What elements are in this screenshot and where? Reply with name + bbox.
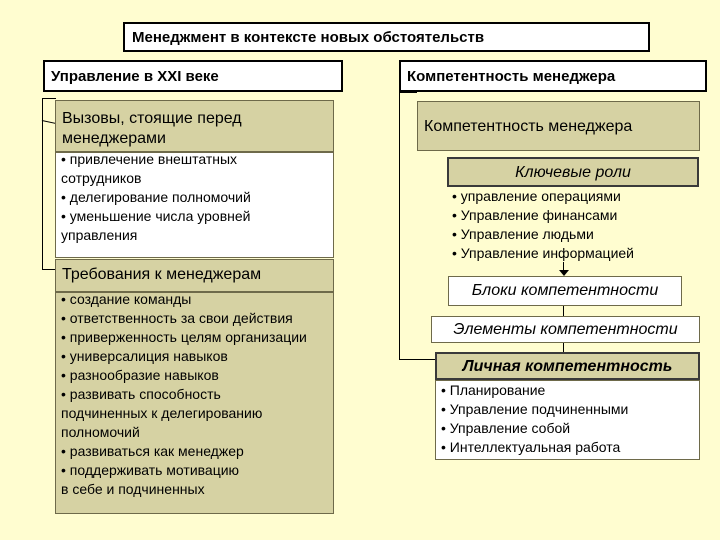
list-item: • Управление подчиненными [441, 401, 629, 417]
challenges-list-box [55, 152, 334, 258]
list-item: управления [61, 227, 138, 243]
list-item: сотрудников [61, 170, 142, 186]
elements-box [431, 316, 700, 343]
personal-list [441, 381, 628, 457]
key-roles-list-box [447, 187, 699, 263]
page-title-box [123, 22, 650, 52]
personal-list-box [435, 380, 700, 460]
list-item: • поддерживать мотивацию [61, 462, 240, 478]
list-item: • Интеллектуальная работа [441, 439, 621, 455]
list-item: • уменьшение числа уровней [61, 208, 251, 224]
list-item: • разнообразие навыков [61, 367, 219, 383]
list-item: полномочий [61, 424, 140, 440]
list-item: • Управление собой [441, 420, 571, 436]
right-header: Компетентность менеджера [407, 68, 616, 85]
requirements-list-box [55, 292, 334, 514]
connector-blocks-elements [563, 306, 564, 316]
requirements-list [61, 290, 307, 499]
personal-title: Личная компетентность [462, 358, 673, 375]
list-item: в себе и подчиненных [61, 481, 205, 497]
list-item: • универсалиция навыков [61, 348, 228, 364]
competence-subheader: Компетентность менеджера [424, 118, 633, 135]
list-item: • управление операциями [452, 188, 621, 204]
list-item: • привлечение внештатных [61, 151, 238, 167]
list-item: • создание команды [61, 291, 192, 307]
elements-label: Элементы компетентности [453, 321, 678, 338]
challenges-title: Вызовы, стоящие перед менеджерами [62, 110, 242, 147]
connector-right-top [399, 92, 417, 93]
left-header-box [43, 60, 343, 92]
challenges-list [61, 150, 251, 245]
list-item: • развиваться как менеджер [61, 443, 244, 459]
connector-left-bottom [42, 269, 56, 270]
blocks-label: Блоки компетентности [471, 282, 659, 299]
requirements-title-box [55, 259, 334, 292]
list-item: • делегирование полномочий [61, 189, 251, 205]
list-item: • развивать способность [61, 386, 221, 402]
requirements-title: Требования к менеджерам [62, 266, 262, 283]
connector-left-vertical [42, 98, 43, 270]
list-item: • ответственность за свои действия [61, 310, 293, 326]
list-item: • Управление людьми [452, 226, 594, 242]
page-title: Менеджмент в контексте новых обстоятельств [132, 29, 485, 46]
right-header-box [399, 60, 707, 92]
list-item: • Управление информацией [452, 245, 635, 261]
list-item: подчиненных к делегированию [61, 405, 263, 421]
connector-right-vertical [399, 92, 400, 360]
list-item: • Планирование [441, 382, 546, 398]
connector-left-top [42, 98, 56, 99]
personal-title-box [435, 352, 700, 380]
list-item: • Управление финансами [452, 207, 618, 223]
connector-right-bottom [399, 359, 435, 360]
competence-subheader-box [417, 101, 700, 151]
key-roles-list [452, 187, 634, 263]
blocks-box [448, 276, 682, 306]
key-roles-title: Ключевые роли [515, 164, 631, 181]
list-item: • приверженность целям организации [61, 329, 307, 345]
key-roles-title-box [447, 157, 699, 187]
challenges-title-box [55, 100, 334, 152]
left-header: Управление в XXI веке [51, 68, 219, 85]
